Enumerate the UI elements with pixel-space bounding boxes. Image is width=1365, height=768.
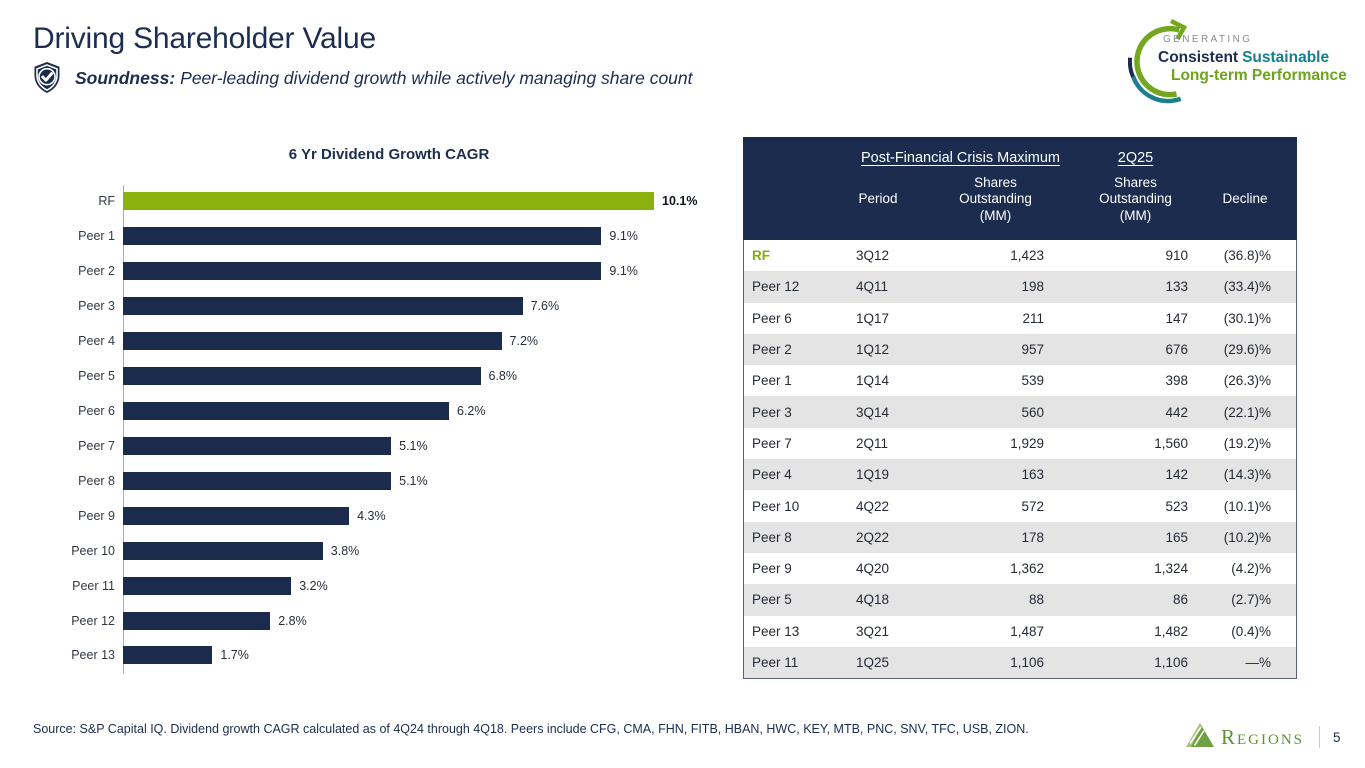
cell-name: Peer 13 — [752, 623, 800, 639]
bar-row — [8, 184, 708, 219]
bar-row — [8, 568, 708, 603]
cell-current-shares: 523 — [1165, 498, 1188, 514]
bar — [123, 646, 212, 664]
bar-category-label: Peer 9 — [78, 508, 115, 523]
bar-category-label: Peer 4 — [78, 334, 115, 349]
bar-category-label: Peer 13 — [71, 648, 115, 663]
bar-value-label: 5.1% — [399, 473, 428, 488]
share-count-table — [743, 137, 1297, 679]
cell-name: Peer 11 — [752, 655, 799, 670]
bar-value-label: 6.8% — [488, 369, 517, 384]
cell-current-shares: 676 — [1165, 342, 1188, 358]
badge-longterm-label: Long-term Performance — [1171, 66, 1347, 84]
bar — [123, 367, 481, 385]
badge-consistent-label: Consistent — [1158, 48, 1239, 66]
subtitle-label: Soundness: — [75, 67, 176, 88]
bar-value-label: 7.2% — [509, 334, 539, 349]
cell-current-shares: 1,324 — [1154, 561, 1188, 577]
bar-row — [8, 533, 708, 568]
bar-track — [123, 332, 708, 350]
bar-category-label: Peer 7 — [78, 438, 115, 453]
table-row — [744, 522, 1296, 553]
cell-period: 2Q22 — [856, 529, 890, 545]
bar-track — [123, 577, 708, 595]
cell-max-shares: 1,487 — [1010, 623, 1044, 639]
cell-period: 4Q20 — [856, 561, 890, 577]
cell-decline: (33.4)% — [1223, 279, 1271, 295]
cell-current-shares: 1,106 — [1154, 655, 1188, 670]
bar-category-label: Peer 11 — [72, 578, 115, 593]
shield-check-icon — [31, 61, 63, 95]
share-table-body — [743, 240, 1297, 679]
bar-category-label: Peer 8 — [78, 473, 115, 488]
cell-decline: (29.6)% — [1223, 342, 1271, 358]
table-row — [744, 365, 1296, 396]
table-row — [744, 459, 1296, 490]
bar-row — [8, 428, 708, 463]
table-row — [744, 584, 1296, 615]
cell-current-shares: 133 — [1165, 279, 1188, 295]
cell-decline: (10.2)% — [1223, 529, 1271, 545]
cell-period: 1Q12 — [856, 342, 890, 358]
cell-decline: (14.3)% — [1223, 467, 1271, 483]
cell-current-shares: 1,482 — [1154, 623, 1188, 639]
cell-max-shares: 1,106 — [1010, 655, 1044, 670]
cell-max-shares: 1,362 — [1010, 561, 1044, 577]
cell-period: 3Q12 — [856, 248, 890, 264]
bar-row — [8, 219, 708, 254]
cell-period: 4Q11 — [856, 279, 889, 295]
subtitle-row — [31, 61, 693, 95]
bar — [123, 612, 270, 630]
cell-decline: —% — [1245, 655, 1271, 670]
bar-value-label: 9.1% — [609, 229, 638, 244]
bar-category-label: RF — [98, 194, 115, 209]
bar-category-label: Peer 1 — [78, 229, 115, 244]
column-header-decline: Decline — [1222, 191, 1268, 207]
brand-badge — [1128, 14, 1362, 108]
bar-value-label: 7.6% — [530, 299, 560, 314]
table-row — [744, 396, 1296, 427]
bar-rf-highlight — [123, 192, 654, 210]
bar — [123, 297, 523, 315]
cell-current-shares: 86 — [1172, 592, 1188, 608]
cell-current-shares: 1,560 — [1154, 435, 1188, 451]
badge-line2 — [1158, 50, 1347, 66]
cell-name: Peer 5 — [752, 592, 792, 608]
cell-period: 1Q17 — [856, 310, 890, 326]
chart-title: 6 Yr Dividend Growth CAGR — [288, 146, 490, 163]
cell-period: 1Q19 — [856, 467, 890, 483]
bar — [123, 262, 601, 280]
bar-track — [123, 612, 708, 630]
cell-name: RF — [752, 248, 770, 264]
cell-period: 1Q25 — [856, 655, 890, 670]
bar-row — [8, 603, 708, 638]
bar-track — [123, 297, 708, 315]
table-header — [743, 137, 1297, 240]
cell-max-shares: 163 — [1021, 467, 1044, 483]
cell-decline: (22.1)% — [1223, 404, 1271, 420]
cell-max-shares: 539 — [1021, 373, 1044, 389]
table-row — [744, 647, 1296, 678]
column-header-current-shares: Shares Outstanding (MM) — [1099, 175, 1172, 223]
cell-current-shares: 910 — [1165, 248, 1188, 264]
column-header-period: Period — [858, 191, 898, 207]
table-group-header-row — [743, 150, 1297, 166]
source-note: Source: S&P Capital IQ. Dividend growth CAGR calculated as of 4Q24 through 4Q18. Peers include CFG, CMA, FHN, FITB, HBAN, HWC, KEY, MTB, PNC, SNV, TFC, USB, ZION. — [33, 722, 1029, 736]
bar-category-label: Peer 3 — [78, 299, 115, 314]
bar-category-label: Peer 10 — [71, 543, 115, 558]
bar-row — [8, 463, 708, 498]
cell-period: 2Q11 — [856, 435, 889, 451]
bar-row — [8, 254, 708, 289]
brand-badge-text — [1158, 35, 1347, 84]
bar-track — [123, 367, 708, 385]
cell-decline: (4.2)% — [1231, 561, 1271, 577]
column-header-max-shares: Shares Outstanding (MM) — [959, 175, 1032, 223]
cell-max-shares: 211 — [1022, 310, 1044, 326]
bar-track — [123, 262, 708, 280]
cell-max-shares: 88 — [1028, 592, 1044, 608]
bar-value-label: 4.3% — [357, 508, 386, 523]
regions-logo — [1186, 722, 1341, 752]
page-title: Driving Shareholder Value — [33, 22, 376, 55]
cell-name: Peer 12 — [752, 279, 800, 295]
cell-period: 4Q18 — [856, 592, 890, 608]
regions-triangle-icon — [1186, 723, 1214, 752]
bar-track — [123, 227, 708, 245]
cell-decline: (26.3)% — [1223, 373, 1271, 389]
table-row — [744, 271, 1296, 302]
cell-name: Peer 7 — [752, 435, 792, 451]
bar-category-label: Peer 6 — [78, 403, 115, 418]
bar-track — [123, 402, 708, 420]
bar-row — [8, 289, 708, 324]
bar-value-label: 3.8% — [330, 543, 360, 558]
cell-max-shares: 1,929 — [1010, 435, 1044, 451]
table-row — [744, 303, 1296, 334]
table-row — [744, 616, 1296, 647]
bar — [123, 577, 291, 595]
bar-value-label: 2.8% — [278, 613, 307, 628]
bar-row — [8, 394, 708, 429]
cell-period: 4Q22 — [856, 498, 890, 514]
cell-max-shares: 178 — [1021, 529, 1044, 545]
bar-value-label: 9.1% — [609, 264, 638, 279]
cell-current-shares: 165 — [1165, 529, 1188, 545]
cell-max-shares: 198 — [1021, 279, 1044, 295]
bar-value-label: 3.2% — [299, 578, 328, 593]
table-row — [744, 553, 1296, 584]
cell-name: Peer 1 — [752, 373, 792, 389]
bar-value-label: 1.7% — [220, 648, 249, 663]
cell-name: Peer 8 — [752, 529, 792, 545]
cell-period: 1Q14 — [856, 373, 890, 389]
cell-max-shares: 1,423 — [1010, 248, 1044, 264]
cell-max-shares: 957 — [1021, 342, 1044, 358]
slide-subtitle — [75, 68, 693, 89]
group-header-post-crisis: Post-Financial Crisis Maximum — [860, 150, 1060, 166]
badge-sustainable-label: Sustainable — [1242, 48, 1330, 66]
table-column-header-row — [743, 175, 1297, 224]
cell-current-shares: 442 — [1165, 404, 1188, 420]
bar-track — [123, 507, 708, 525]
bar-category-label: Peer 2 — [78, 264, 115, 279]
cell-decline: (10.1)% — [1223, 498, 1271, 514]
badge-generating-label: GENERATING — [1163, 34, 1253, 45]
bar-value-label: 6.2% — [456, 403, 486, 418]
cell-period: 3Q14 — [856, 404, 890, 420]
bar-track — [123, 192, 708, 210]
cell-name: Peer 4 — [752, 467, 792, 483]
cell-max-shares: 572 — [1021, 498, 1044, 514]
cell-max-shares: 560 — [1021, 404, 1044, 420]
table-row — [744, 428, 1296, 459]
bar — [123, 472, 391, 490]
cell-name: Peer 2 — [752, 342, 792, 358]
bar — [123, 332, 502, 350]
bar-track — [123, 472, 708, 490]
bar-row — [8, 324, 708, 359]
cell-decline: (19.2)% — [1223, 435, 1271, 451]
subtitle-text: Peer-leading dividend growth while actively managing share count — [180, 67, 693, 88]
bar — [123, 227, 601, 245]
bar-value-label: 5.1% — [399, 438, 428, 453]
bar — [123, 507, 349, 525]
cell-name: Peer 10 — [752, 498, 800, 514]
cell-current-shares: 142 — [1165, 467, 1188, 483]
cell-current-shares: 147 — [1165, 310, 1188, 326]
bar-track — [123, 646, 708, 664]
bar-chart — [8, 184, 708, 673]
cell-name: Peer 3 — [752, 404, 792, 420]
table-row — [744, 490, 1296, 521]
bar-track — [123, 542, 708, 560]
cell-name: Peer 9 — [752, 561, 792, 577]
bar-track — [123, 437, 708, 455]
cell-decline: (30.1)% — [1223, 310, 1271, 326]
regions-wordmark: Regions — [1221, 724, 1305, 749]
cell-period: 3Q21 — [856, 623, 890, 639]
bar-row — [8, 498, 708, 533]
bar-row — [8, 359, 708, 394]
page-number: 5 — [1333, 729, 1341, 745]
bar-category-label: Peer 12 — [71, 613, 115, 628]
footer-divider — [1319, 726, 1320, 748]
table-row — [744, 334, 1296, 365]
cell-current-shares: 398 — [1165, 373, 1188, 389]
bar-category-label: Peer 5 — [78, 369, 115, 384]
cell-decline: (36.8)% — [1223, 248, 1271, 264]
bar — [123, 437, 391, 455]
table-row — [744, 240, 1296, 271]
cell-decline: (0.4)% — [1231, 623, 1271, 639]
bar — [123, 542, 323, 560]
group-header-2q25: 2Q25 — [1117, 150, 1154, 166]
bar — [123, 402, 449, 420]
bar-value-label: 10.1% — [662, 194, 698, 209]
cell-name: Peer 6 — [752, 310, 792, 326]
cell-decline: (2.7)% — [1231, 592, 1271, 608]
bar-row — [8, 638, 708, 673]
